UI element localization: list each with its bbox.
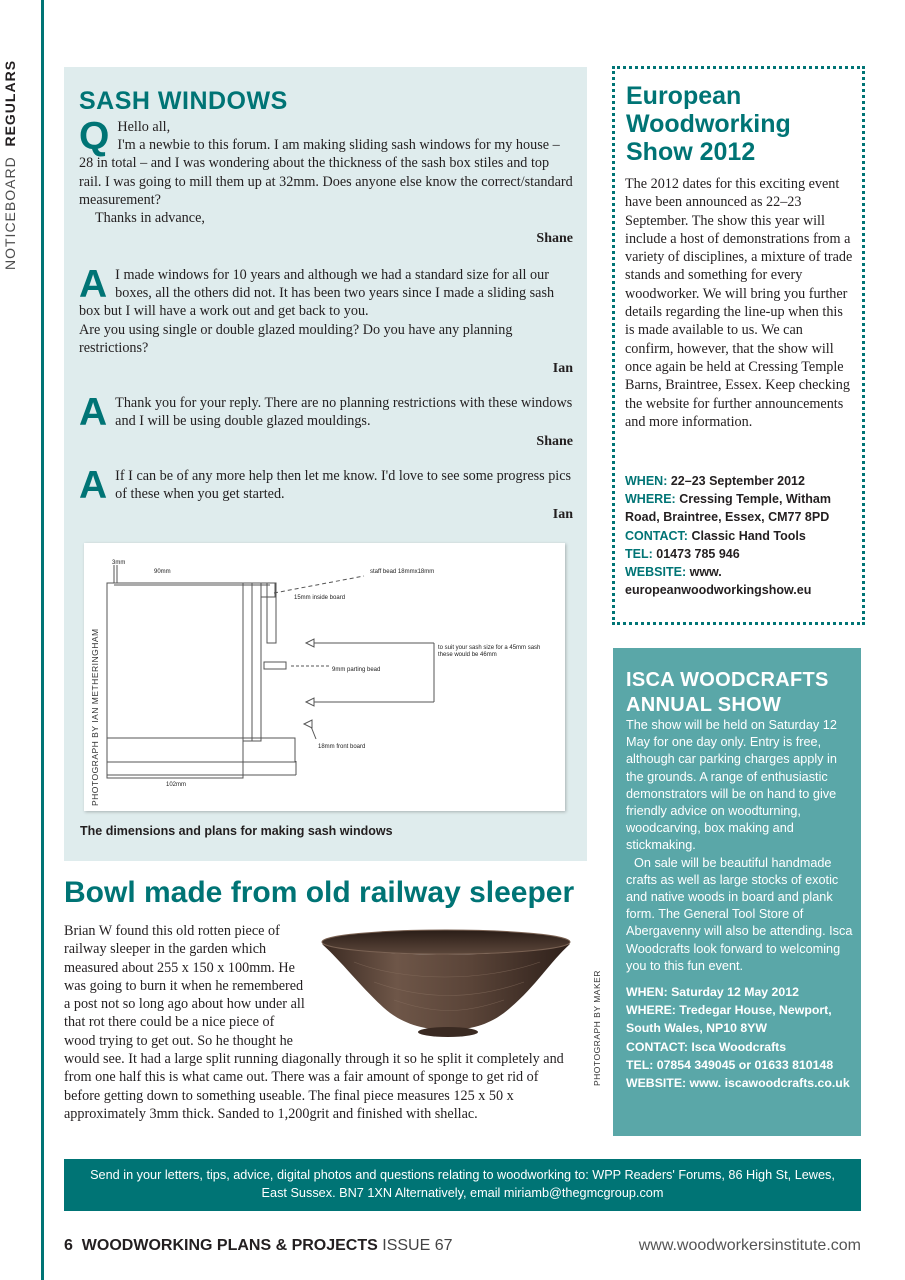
- section-name: NOTICEBOARD: [2, 156, 18, 270]
- folio: [64, 1237, 453, 1255]
- euro-contact-key: CONTACT:: [625, 528, 688, 543]
- signature: Ian: [552, 507, 573, 523]
- label-parting-bead: 9mm parting bead: [332, 667, 381, 673]
- euro-where: [625, 490, 853, 526]
- label-staff-bead: staff bead 18mmx18mm: [370, 569, 435, 575]
- bowl-article: [64, 922, 576, 1123]
- signature: Ian: [552, 361, 573, 377]
- isca-details: [626, 983, 854, 1092]
- answer-body: I made windows for 10 years and although we had a standard size for all our boxes, all the others did not. It has been two years since I made a sliding sash box but I will have a work out and get back to you.: [79, 267, 555, 320]
- label-suit-2: these would be 46mm: [438, 652, 497, 658]
- euro-where-value: Cressing Temple, Witham Road, Braintree, Essex, CM77 8PD: [625, 492, 831, 525]
- label-front-board: 18mm front board: [318, 744, 366, 750]
- sash-diagram-drawing: [84, 543, 565, 811]
- section-category: REGULARS: [2, 59, 18, 147]
- isca-when: WHEN: Saturday 12 May 2012: [626, 985, 799, 999]
- side-rule: [41, 0, 44, 1280]
- bowl-photo: [314, 922, 576, 1050]
- answer-letter: [79, 391, 573, 452]
- answer-body-2: Are you using single or double glazed moulding? Do you have any planning restrictions?: [79, 321, 513, 356]
- answer-letter: [79, 464, 573, 525]
- answer-body: Thank you for your reply. There are no planning restrictions with these windows and I will be using double glazed mouldings.: [115, 395, 573, 430]
- euro-when: [625, 472, 853, 490]
- question-thanks: Thanks in advance,: [95, 210, 205, 227]
- forum-title: SASH WINDOWS: [79, 87, 288, 115]
- euro-tel: [625, 545, 853, 563]
- dropcap-q: Q: [79, 115, 110, 158]
- dropcap-a: A: [79, 263, 108, 306]
- euro-body: The 2012 dates for this exciting event have been announced as 22–23 September. The show this year will include a host of demonstrations from a variety of disciplines, a mixture of trade stands and something for every woodworker. We will bring you further details regarding the line-up when this is made available to us. We can confirm, however, that the show will once again be held at Cressing Temple Barns, Braintree, Essex. Keep checking the website for further announcements and more information.: [625, 176, 853, 430]
- dropcap-a: A: [79, 391, 108, 434]
- diagram-caption: The dimensions and plans for making sash windows: [80, 824, 393, 838]
- page-number: 6: [64, 1237, 73, 1254]
- euro-website-key: WEBSITE:: [625, 565, 687, 580]
- bowl-image: [314, 922, 576, 1050]
- magazine-name: WOODWORKING PLANS & PROJECTS: [81, 1237, 378, 1254]
- isca-where: WHERE: Tredegar House, Newport, South Wales, NP10 8YW: [626, 1003, 832, 1036]
- euro-when-key: WHEN:: [625, 474, 668, 488]
- issue-number: ISSUE 67: [382, 1237, 453, 1254]
- euro-tel-value: 01473 785 946: [656, 546, 740, 561]
- isca-title: ISCA WOODCRAFTS ANNUAL SHOW: [626, 669, 829, 716]
- euro-where-key: WHERE:: [625, 492, 676, 507]
- section-label: [2, 40, 24, 270]
- question-letter: [79, 115, 573, 248]
- website-url[interactable]: www.woodworkersinstitute.com: [638, 1237, 861, 1254]
- isca-contact: CONTACT: Isca Woodcrafts: [626, 1039, 787, 1054]
- euro-when-value: 22–23 September 2012: [670, 474, 805, 488]
- signature: Shane: [536, 434, 573, 450]
- dropcap-a: A: [79, 464, 108, 507]
- photo-credit: PHOTOGRAPH BY IAN METHERINGHAM: [90, 628, 100, 806]
- euro-website: [625, 563, 853, 599]
- bowl-photo-credit: PHOTOGRAPH BY MAKER: [592, 970, 602, 1086]
- dim-90mm: 90mm: [154, 569, 171, 575]
- question-body: I'm a newbie to this forum. I am making sliding sash windows for my house – 28 in total – and I was wondering about the thickness of the sash box stiles and top rail. I was going to mill them up at 32mm. Does anyone else know the correct/standard measurement?: [79, 137, 573, 208]
- isca-body: [626, 717, 854, 975]
- label-inside-board: 15mm inside board: [294, 595, 346, 601]
- euro-tel-key: TEL:: [625, 546, 653, 561]
- submission-footer: Send in your letters, tips, advice, digital photos and questions relating to woodworking to: WPP Readers' Forums, 86 High St, Lewes, East Sussex. BN7 1XN Alternatively, email miriamb@thegmcgroup.com: [64, 1159, 861, 1211]
- sash-diagram: [84, 543, 565, 811]
- dim-102mm: 102mm: [166, 782, 187, 788]
- answer-body: If I can be of any more help then let me know. I'd love to see some progress pics of these when you get started.: [115, 468, 572, 503]
- isca-paragraph-1: The show will be held on Saturday 12 May for one day only. Entry is free, although car parking charges apply in the grounds. A range of enthusiastic demonstrators will be on hand to give friendly advice on woodturning, woodcarving, box making and stickmaking.: [626, 718, 837, 853]
- euro-title: European Woodworking Show 2012: [626, 82, 791, 166]
- answer-letter: [79, 263, 573, 378]
- label-suit-1: to suit your sash size for a 45mm sash: [438, 645, 541, 651]
- bowl-body-text: Brian W found this old rotten piece of railway sleeper in the garden which measured about 255 x 150 x 100mm. He was going to burn it when he remembered a post not so long ago about how under all that rot there could be a nice piece of wood trying to get out. So he thought he would see. It had a large split running diagonally through it so he split it completely and from one half this is what came out. There was a fair amount of sponge to get rid of before getting down to something useable. The final piece measures 125 x 50 x approximately 3mm thick. Sanded to 1,200grit and finished with shellac.: [64, 923, 564, 1122]
- isca-paragraph-2: On sale will be beautiful handmade crafts as well as large stocks of exotic and native woods in board and plank form. The General Tool Store of Abergavenny will also be attending. Isca Woodcrafts look forward to welcoming you to this fun event.: [626, 855, 853, 973]
- euro-details: [625, 472, 853, 599]
- euro-contact-value: Classic Hand Tools: [691, 528, 806, 543]
- signature: Shane: [536, 231, 573, 247]
- isca-website[interactable]: WEBSITE: www. iscawoodcrafts.co.uk: [626, 1076, 850, 1091]
- euro-website-value[interactable]: www. europeanwoodworkingshow.eu: [625, 565, 812, 598]
- dim-3mm: 3mm: [112, 560, 126, 566]
- question-greeting: Hello all,: [117, 119, 171, 135]
- isca-tel: TEL: 07854 349045 or 01633 810148: [626, 1057, 834, 1072]
- euro-contact: [625, 527, 853, 545]
- bowl-title: Bowl made from old railway sleeper: [64, 876, 575, 909]
